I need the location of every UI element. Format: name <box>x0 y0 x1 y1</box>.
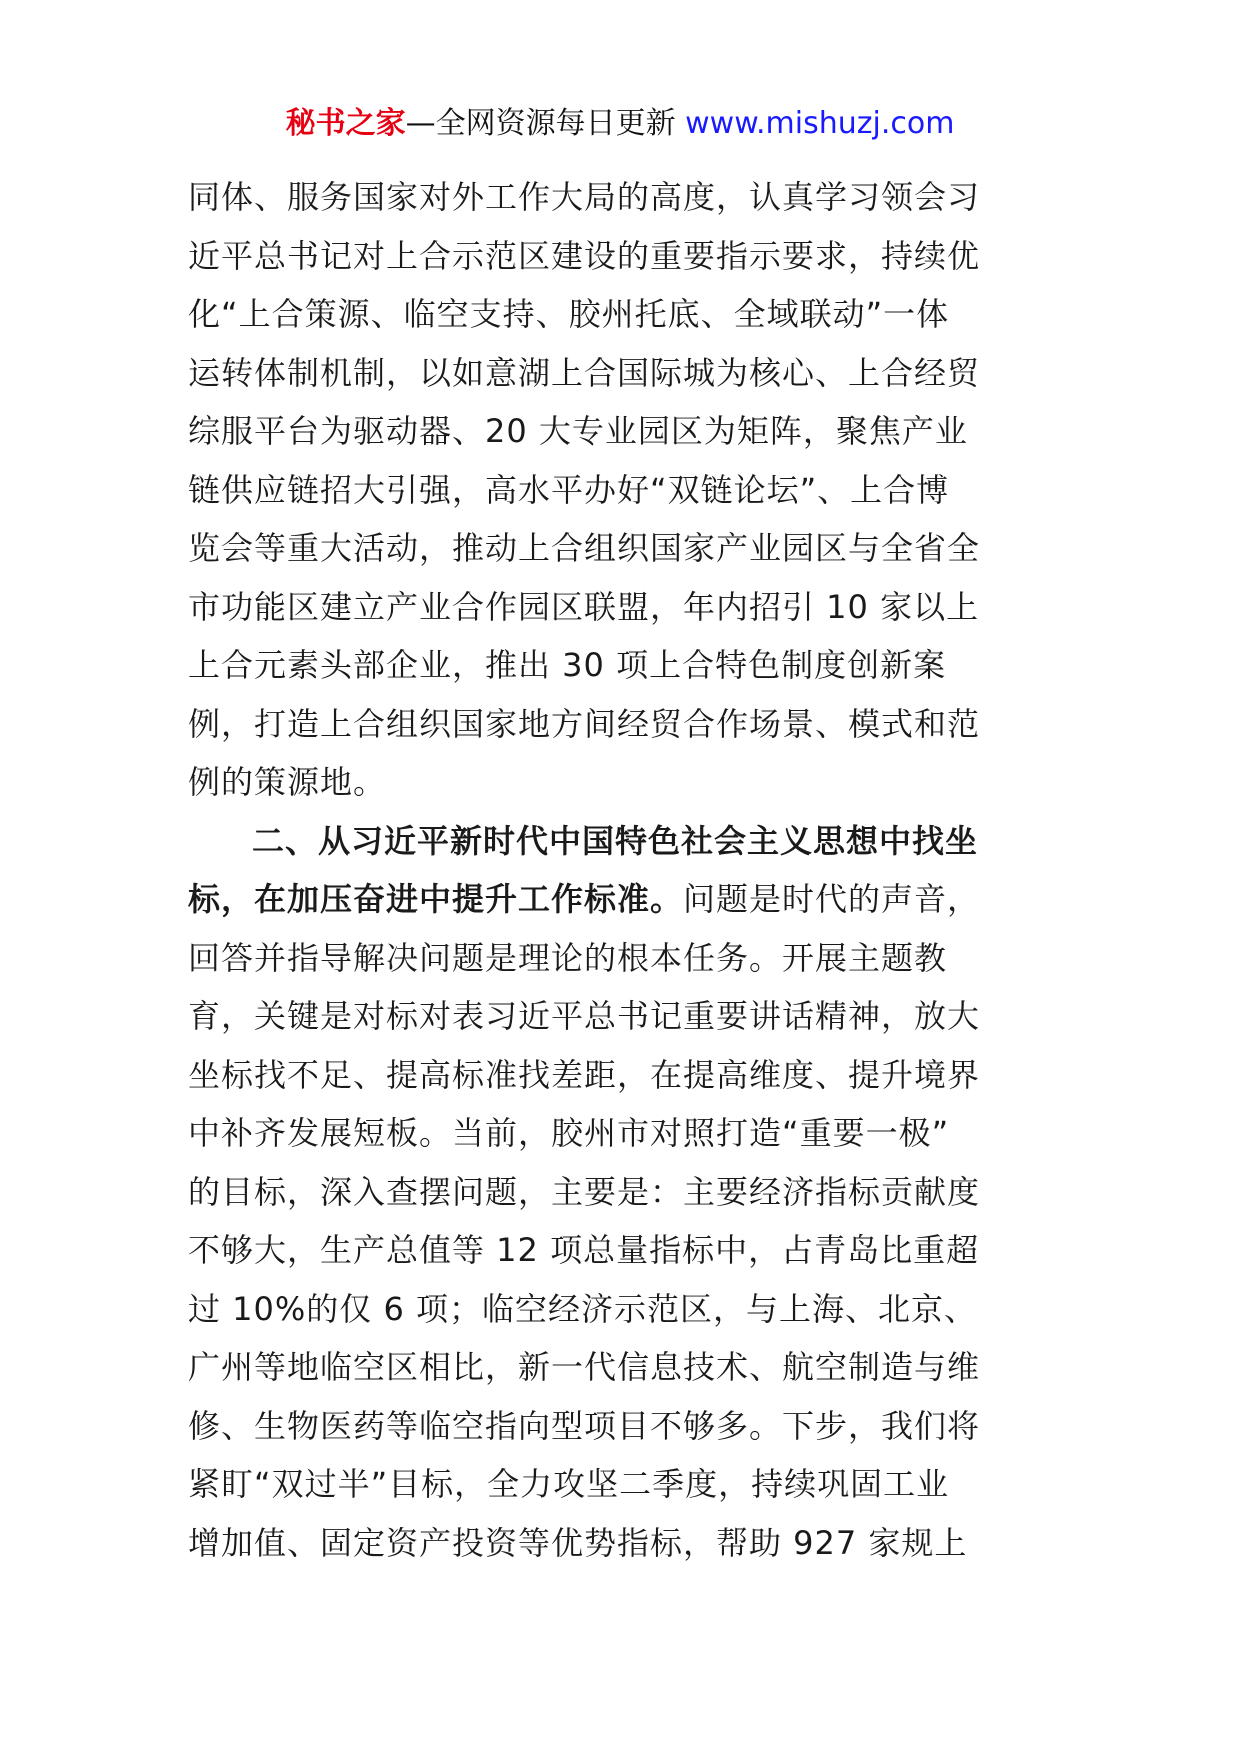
section-heading: 二、从习近平新时代中国特色社会主义思想中找坐 <box>252 821 979 860</box>
body-line: 览会等重大活动，推动上合组织国家产业园区与全省全 <box>188 529 981 567</box>
site-url-link[interactable]: www.mishuzj.com <box>685 106 955 141</box>
section-heading-tail: 标，在加压奋进中提升工作标准。 <box>188 880 684 918</box>
body-line: 运转体制机制，以如意湖上合国际城为核心、上合经贸 <box>188 353 981 392</box>
body-line: 综服平台为驱动器、20 大专业园区为矩阵，聚焦产业 <box>188 412 968 450</box>
body-line: 回答并指导解决问题是理论的根本任务。开展主题教 <box>188 938 948 977</box>
header-tagline: —全网资源每日更新 <box>405 106 686 141</box>
body-line: 修、生物医药等临空指向型项目不够多。下步，我们将 <box>188 1406 981 1445</box>
body-line: 近平总书记对上合示范区建设的重要指示要求，持续优 <box>188 236 981 275</box>
brand-name: 秘书之家 <box>285 106 406 141</box>
body-line: 增加值、固定资产投资等优势指标，帮助 927 家规上 <box>188 1523 968 1562</box>
body-line: 上合元素头部企业，推出 30 项上合特色制度创新案 <box>188 646 947 684</box>
document-body <box>188 168 1058 1572</box>
body-text-span: 问题是时代的声音， <box>683 880 981 918</box>
body-line: 过 10%的仅 6 项；临空经济示范区，与上海、北京、 <box>188 1289 978 1328</box>
page-header <box>0 100 1240 148</box>
body-line: 中补齐发展短板。当前，胶州市对照打造“重要一极” <box>188 1114 950 1152</box>
body-line: 化“上合策源、临空支持、胶州托底、全域联动”一体 <box>188 295 950 333</box>
body-line: 例，打造上合组织国家地方间经贸合作场景、模式和范 <box>188 704 981 743</box>
body-line: 广州等地临空区相比，新一代信息技术、航空制造与维 <box>188 1348 981 1386</box>
body-line: 不够大，生产总值等 12 项总量指标中，占青岛比重超 <box>188 1231 980 1269</box>
body-line: 市功能区建立产业合作园区联盟，年内招引 10 家以上 <box>188 587 980 626</box>
section-heading-continuation <box>188 870 1058 929</box>
body-line: 坐标找不足、提高标准找差距，在提高维度、提升境界 <box>188 1055 981 1094</box>
body-line: 例的策源地。 <box>188 763 387 801</box>
body-line: 的目标，深入查摆问题，主要是：主要经济指标贡献度 <box>188 1172 981 1211</box>
body-line: 链供应链招大引强，高水平办好“双链论坛”、上合博 <box>188 470 950 509</box>
body-line: 同体、服务国家对外工作大局的高度，认真学习领会习 <box>188 178 981 216</box>
body-line: 紧盯“双过半”目标，全力攻坚二季度，持续巩固工业 <box>188 1465 950 1503</box>
body-line: 育，关键是对标对表习近平总书记重要讲话精神，放大 <box>188 997 981 1035</box>
